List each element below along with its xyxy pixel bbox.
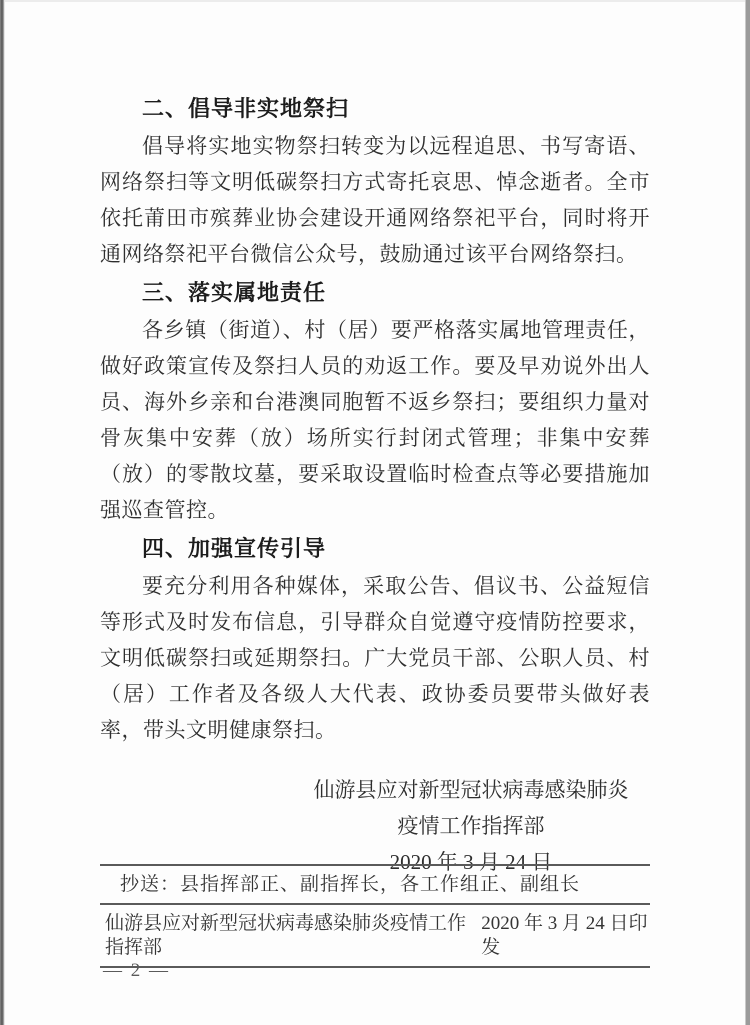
footer-issuer-text: 仙游县应对新型冠状病毒感染肺炎疫情工作指挥部 [105, 913, 467, 958]
footer-issue-date-text: 2020 年 3 月 24 日印发 [481, 913, 648, 958]
section-heading-2: 二、倡导非实地祭扫 [142, 96, 350, 121]
signature-org-line-2: 疫情工作指挥部 [397, 814, 545, 838]
section-heading-4: 四、加强宣传引导 [142, 536, 327, 561]
footer-cc-text: 抄送：县指挥部正、副指挥长，各工作组正、副组长 [120, 874, 581, 895]
section-paragraph-4: 要充分利用各种媒体，采取公告、倡议书、公益短信等形式及时发布信息，引导群众自觉遵守疫情防控要求，文明低碳祭扫或延期祭扫。广大党员干部、公职人员、村（居）工作者及各级人大代表、政协委员要带头做好表率，带头文明健康祭扫。 [100, 574, 650, 742]
scan-edge-left [0, 0, 5, 1025]
document-footer [100, 864, 650, 968]
footer-issue-row [100, 903, 650, 966]
section-paragraph-3: 各乡镇（街道）、村（居）要严格落实属地管理责任，做好政策宣传及祭扫人员的劝返工作。要及早劝说外出人员、海外乡亲和台港澳同胞暂不返乡祭扫；要组织力量对骨灰集中安葬（放）场所实行封闭式管理；非集中安葬（放）的零散坟墓，要采取设置临时检查点等必要措施加强巡查管控。 [100, 318, 650, 522]
signature-date: 2020 年 3 月 24 日 [389, 850, 553, 874]
scan-edge-right [745, 0, 750, 1025]
section-heading-3: 三、落实属地责任 [142, 280, 327, 305]
page-number: — 2 — [103, 960, 170, 981]
footer-cc-row [100, 864, 650, 903]
signature-org-line-1: 仙游县应对新型冠状病毒感染肺炎 [313, 778, 629, 802]
scan-edge-top [0, 0, 750, 2]
document-body [100, 96, 650, 880]
section-paragraph-2: 倡导将实地实物祭扫转变为以远程追思、书写寄语、网络祭扫等文明低碳祭扫方式寄托哀思、悼念逝者。全市依托莆田市殡葬业协会建设开通网络祭祀平台，同时将开通网络祭祀平台微信公众号，鼓励通过该平台网络祭扫。 [100, 134, 650, 266]
